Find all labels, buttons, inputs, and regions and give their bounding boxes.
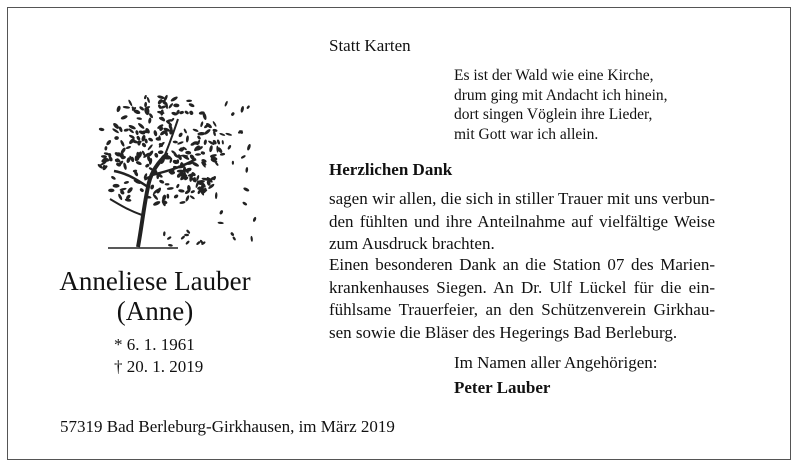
falling-leaf xyxy=(185,240,190,245)
leaf xyxy=(105,139,112,146)
leaf xyxy=(154,152,159,158)
leaf xyxy=(203,139,207,145)
leaf xyxy=(125,145,131,149)
leaf xyxy=(185,195,190,202)
leaf xyxy=(144,102,147,108)
leaf xyxy=(183,128,187,134)
footer-place-date: 57319 Bad Berleburg-Girkhausen, im März 2019 xyxy=(60,417,395,436)
falling-leaf xyxy=(212,121,217,128)
falling-leaf xyxy=(227,144,232,150)
falling-leaf xyxy=(242,201,248,206)
leaf xyxy=(200,121,204,127)
thanks-paragraph-2 xyxy=(329,254,715,344)
paragraph-line: krankenhauses Siegen. An Dr. Ulf Lückel für die ein- xyxy=(329,277,715,297)
leaf xyxy=(173,194,179,199)
falling-leaf xyxy=(243,187,250,193)
leaf xyxy=(173,103,179,107)
leaf xyxy=(178,189,185,193)
leaf xyxy=(188,102,195,108)
paragraph-line: sen sowie die Bläser des Hegerings Bad Berleburg. xyxy=(329,322,678,342)
leaf xyxy=(137,122,145,130)
leaf xyxy=(189,110,194,116)
leaf xyxy=(153,130,158,137)
leaf xyxy=(136,117,142,120)
leaf xyxy=(170,96,179,103)
leaf xyxy=(186,135,190,142)
paragraph-line: Einen besonderen Dank an die Station 07 des Marien- xyxy=(329,255,715,274)
leaf xyxy=(123,162,128,170)
leaf xyxy=(110,175,116,180)
leaf xyxy=(116,105,121,112)
falling-leaf xyxy=(246,143,251,150)
falling-leaf xyxy=(215,192,218,199)
death-date: † 20. 1. 2019 xyxy=(114,357,204,376)
falling-leaf xyxy=(219,132,226,136)
life-dates xyxy=(114,334,203,378)
deceased-nickname: (Anne) xyxy=(116,296,194,326)
falling-leaf xyxy=(246,105,250,110)
birth-date: * 6. 1. 1961 xyxy=(114,335,195,354)
leaf xyxy=(123,106,131,109)
leaf xyxy=(139,105,145,111)
signature-name: Peter Lauber xyxy=(454,378,551,397)
poem xyxy=(454,66,668,144)
leaf xyxy=(216,139,220,145)
thanks-paragraph-1 xyxy=(329,188,715,256)
deceased-name: Anneliese Lauber xyxy=(59,266,251,296)
falling-leaf xyxy=(168,244,173,247)
leaf xyxy=(135,160,142,165)
paragraph-line: den fühlten und ihre Anteilnahme auf vielfältige Weise xyxy=(329,211,715,231)
leaf xyxy=(200,151,205,155)
leaf xyxy=(186,99,192,102)
leaf xyxy=(157,95,165,100)
leaf xyxy=(197,135,202,140)
leaf xyxy=(179,201,186,205)
falling-leaf xyxy=(184,234,189,236)
poem-line: dort singen Vöglein ihre Lieder, xyxy=(454,106,653,123)
leaf xyxy=(146,97,150,104)
leaf xyxy=(152,193,159,200)
falling-leaf xyxy=(225,132,232,136)
leaf xyxy=(178,132,184,138)
falling-leaf xyxy=(167,236,172,241)
falling-leaf xyxy=(186,229,191,234)
falling-leaf xyxy=(232,236,236,241)
leaf xyxy=(104,146,107,151)
falling-leaf xyxy=(163,231,166,236)
leaf xyxy=(148,137,154,142)
leaf xyxy=(123,180,129,184)
leaf xyxy=(168,102,174,109)
leaf xyxy=(126,186,133,194)
poem-line: mit Gott war ich allein. xyxy=(454,125,599,143)
leaf xyxy=(165,183,170,185)
leaf xyxy=(212,128,218,132)
leaf xyxy=(136,135,141,141)
falling-leaf xyxy=(180,235,185,240)
leaf xyxy=(120,139,126,147)
leaf xyxy=(173,140,178,143)
falling-leaf xyxy=(245,167,248,173)
leaf xyxy=(147,144,153,151)
leaf xyxy=(136,140,142,144)
leaf xyxy=(99,127,105,131)
windblown-tree-icon xyxy=(78,75,258,260)
leaf xyxy=(156,137,161,141)
falling-leaf xyxy=(230,232,235,237)
leaf xyxy=(209,145,214,153)
paragraph-line: sagen wir allen, die sich in stiller Trauer mit uns verbun- xyxy=(329,189,715,208)
leaf xyxy=(185,151,191,155)
leaf xyxy=(139,187,144,192)
poem-line: Es ist der Wald wie eine Kirche, xyxy=(454,67,654,84)
statt-karten-label: Statt Karten xyxy=(329,36,411,55)
paragraph-line: zum Ausdruck brachten. xyxy=(329,234,495,253)
leaf xyxy=(108,189,114,193)
leaf xyxy=(203,128,211,135)
leaf xyxy=(135,130,139,136)
leaf xyxy=(128,99,133,106)
falling-leaf xyxy=(240,155,246,160)
leaf xyxy=(113,184,120,188)
leaf xyxy=(167,187,174,191)
falling-leaf xyxy=(232,161,234,165)
falling-leaf xyxy=(222,140,225,145)
leaf xyxy=(166,194,169,199)
leaf xyxy=(159,179,165,184)
falling-leaf xyxy=(250,236,253,242)
leaf xyxy=(119,187,127,191)
falling-leaf xyxy=(218,221,224,224)
falling-leaf xyxy=(240,106,244,113)
falling-leaf xyxy=(230,112,235,117)
leaf xyxy=(148,117,152,124)
leaf xyxy=(158,150,164,154)
leaf xyxy=(177,141,184,145)
falling-leaf xyxy=(219,210,224,215)
leaf xyxy=(189,195,195,200)
falling-leaf xyxy=(224,101,228,107)
signature-intro: Im Namen aller Angehörigen: xyxy=(454,353,658,372)
leaf xyxy=(195,153,201,156)
poem-line: drum ging mit Andacht ich hinein, xyxy=(454,86,668,104)
leaf xyxy=(152,200,161,207)
leaf xyxy=(114,136,119,140)
leaf xyxy=(120,114,128,120)
leaf xyxy=(176,183,180,188)
leaf xyxy=(124,128,130,132)
thanks-heading: Herzlichen Dank xyxy=(329,160,453,179)
leaf xyxy=(179,110,185,114)
leaf xyxy=(192,128,199,133)
leaf xyxy=(184,110,189,115)
paragraph-line: fühlsame Trauerfeier, an den Schützenverein Girkhau- xyxy=(329,300,715,319)
falling-leaf xyxy=(252,216,257,222)
leaf xyxy=(190,190,195,194)
leaf xyxy=(144,95,148,100)
leaf xyxy=(220,153,226,156)
